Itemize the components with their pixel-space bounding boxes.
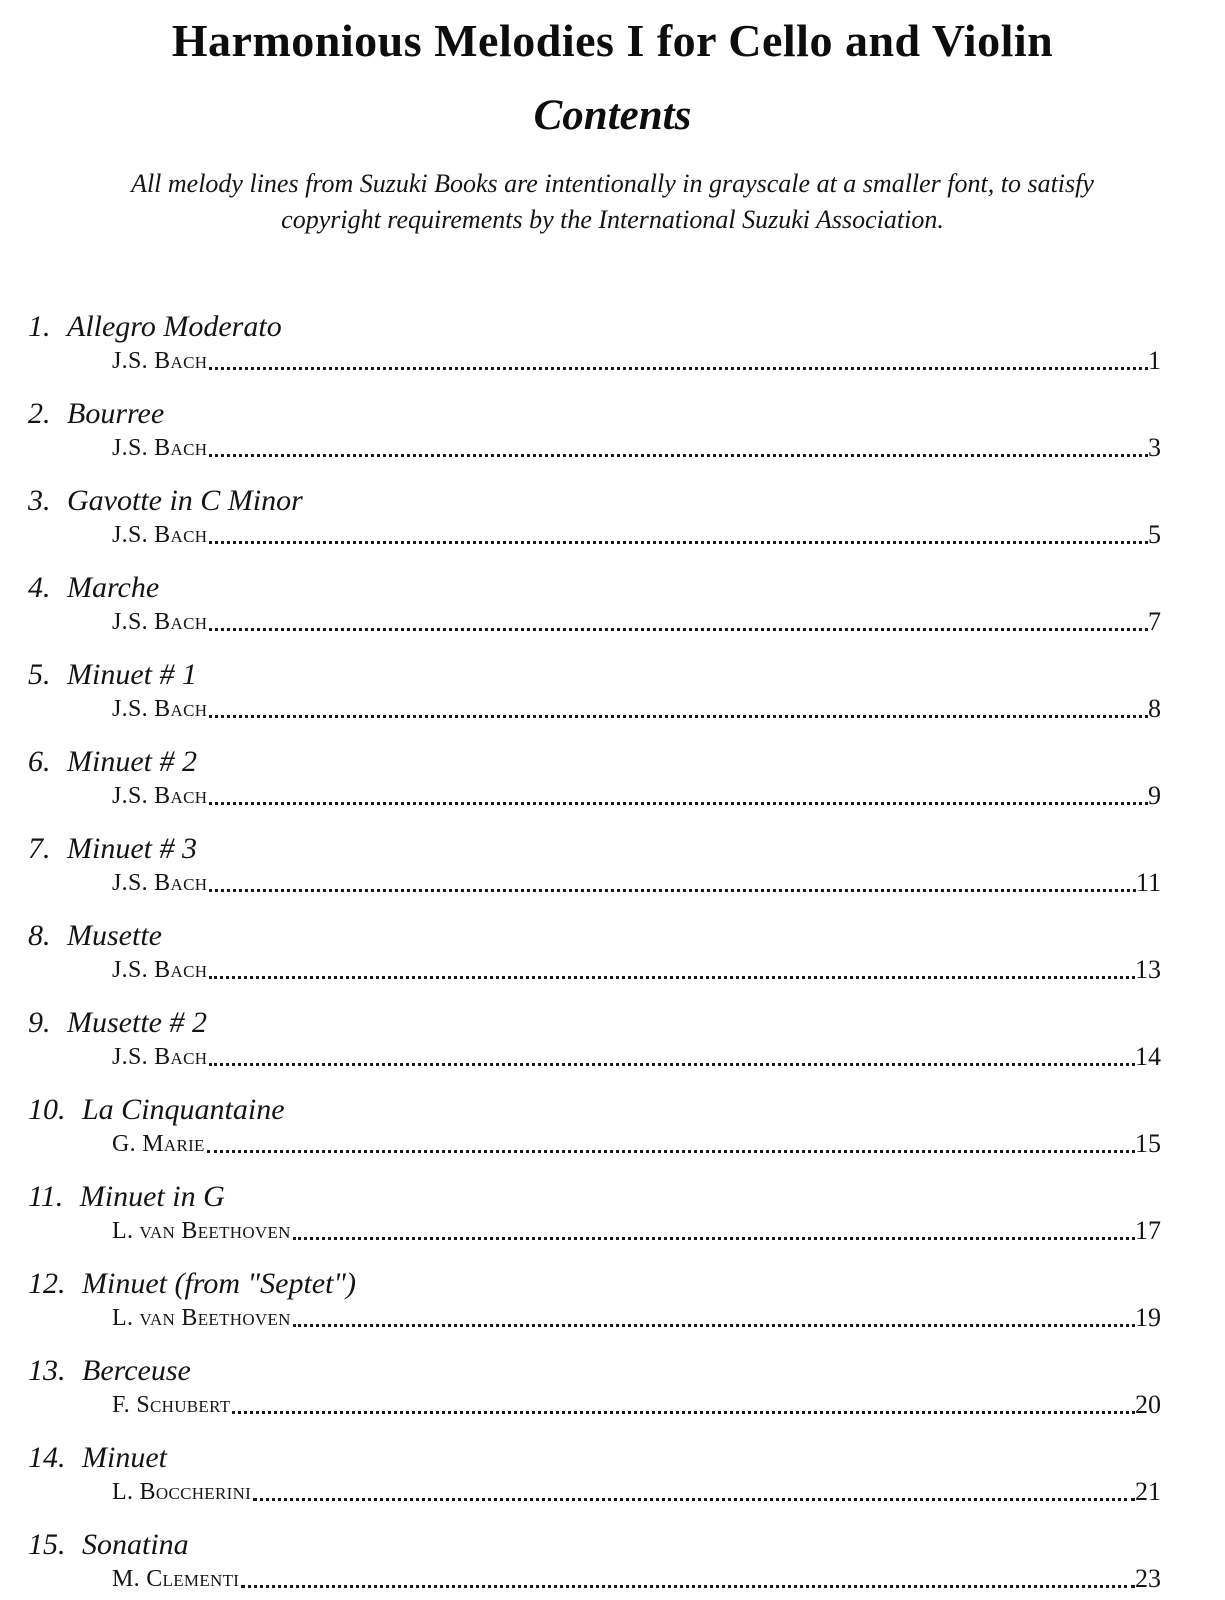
toc-entry-piece-title: Marche	[67, 571, 160, 604]
copyright-notice-line-1: All melody lines from Suzuki Books are intentionally in grayscale at a smaller font, to satisfy	[131, 169, 1094, 198]
toc-entry-composer: J.S. Bach	[112, 957, 208, 983]
toc-entry	[28, 1439, 1161, 1507]
toc-entry	[28, 1178, 1161, 1246]
toc-entry-number: 3.	[28, 484, 58, 517]
copyright-notice-line-2: copyright requirements by the International Suzuki Association.	[281, 205, 944, 234]
toc-entry-piece-title: Allegro Moderato	[67, 310, 282, 343]
dot-leader	[209, 802, 1148, 805]
toc-entry-title-line	[28, 569, 1161, 607]
toc-entry-composer-row	[28, 1564, 1161, 1594]
dot-leader	[209, 367, 1148, 370]
toc-entry-number: 11.	[28, 1180, 71, 1213]
toc-entry-number: 10.	[28, 1093, 73, 1126]
dot-leader	[207, 1150, 1135, 1153]
toc-entry-composer: F. Schubert	[112, 1392, 231, 1418]
toc-entry-page-number: 14	[1135, 1042, 1161, 1071]
toc-entry	[28, 308, 1161, 376]
toc-entry-composer-row	[28, 433, 1161, 463]
toc-entry-number: 5.	[28, 658, 58, 691]
toc-entry	[28, 1352, 1161, 1420]
toc-entry-page-number: 20	[1135, 1390, 1161, 1419]
toc-entry-title-line	[28, 1265, 1161, 1303]
toc-entry-piece-title: Minuet	[82, 1441, 167, 1474]
toc-entry	[28, 743, 1161, 811]
toc-entry-composer: G. Marie	[112, 1131, 205, 1157]
toc-entry-title-line	[28, 1178, 1161, 1216]
toc-entry	[28, 569, 1161, 637]
toc-entry	[28, 395, 1161, 463]
toc-entry-title-line	[28, 482, 1161, 520]
toc-entry-title-line	[28, 1004, 1161, 1042]
toc-entry	[28, 830, 1161, 898]
toc-entry-number: 6.	[28, 745, 58, 778]
toc-entry-composer: J.S. Bach	[112, 609, 208, 635]
toc-entry-composer: J.S. Bach	[112, 1044, 208, 1070]
toc-entry-composer: J.S. Bach	[112, 522, 208, 548]
contents-heading: Contents	[533, 92, 692, 139]
toc-entry-composer-row	[28, 346, 1161, 376]
toc-entry-piece-title: Minuet # 1	[67, 658, 197, 691]
toc-entry-number: 13.	[28, 1354, 73, 1387]
toc-entry	[28, 1526, 1161, 1594]
toc-entry-title-line	[28, 830, 1161, 868]
toc-entry-title-line	[28, 917, 1161, 955]
toc-entry-page-number: 17	[1135, 1216, 1161, 1245]
toc-entry-page-number: 23	[1135, 1564, 1161, 1593]
dot-leader	[209, 628, 1148, 631]
dot-leader	[293, 1324, 1135, 1327]
toc-entry-page-number: 13	[1135, 955, 1161, 984]
toc-entry-title-line	[28, 656, 1161, 694]
toc-entry-composer: J.S. Bach	[112, 435, 208, 461]
toc-entry-composer-row	[28, 1042, 1161, 1072]
toc-entry-title-line	[28, 1439, 1161, 1477]
toc-entry-page-number: 19	[1135, 1303, 1161, 1332]
toc-entry	[28, 1265, 1161, 1333]
toc-entry-composer: M. Clementi	[112, 1566, 240, 1592]
toc-entry-composer: J.S. Bach	[112, 348, 208, 374]
toc-entry-page-number: 15	[1135, 1129, 1161, 1158]
toc-entry-number: 8.	[28, 919, 58, 952]
toc-entry-piece-title: Sonatina	[82, 1528, 189, 1561]
toc-entry-title-line	[28, 1352, 1161, 1390]
toc-entry-title-line	[28, 743, 1161, 781]
toc-entry-piece-title: Bourree	[67, 397, 165, 430]
toc-entry-number: 1.	[28, 310, 58, 343]
toc-entry-composer-row	[28, 1477, 1161, 1507]
dot-leader	[293, 1237, 1135, 1240]
dot-leader	[232, 1411, 1135, 1414]
toc-entry-page-number: 21	[1135, 1477, 1161, 1506]
toc-entry-title-line	[28, 308, 1161, 346]
toc-entry-piece-title: Gavotte in C Minor	[67, 484, 303, 517]
toc-entry-composer-row	[28, 781, 1161, 811]
toc-list	[0, 308, 1225, 1594]
toc-entry-piece-title: La Cinquantaine	[82, 1093, 285, 1126]
toc-entry-piece-title: Musette	[67, 919, 162, 952]
toc-entry-number: 9.	[28, 1006, 58, 1039]
toc-entry-piece-title: Musette # 2	[67, 1006, 207, 1039]
toc-entry-number: 7.	[28, 832, 58, 865]
toc-entry-title-line	[28, 1091, 1161, 1129]
toc-entry-composer-row	[28, 607, 1161, 637]
toc-entry	[28, 1004, 1161, 1072]
toc-entry-composer-row	[28, 520, 1161, 550]
toc-entry-composer-row	[28, 1303, 1161, 1333]
toc-entry-composer: J.S. Bach	[112, 696, 208, 722]
toc-entry-piece-title: Minuet (from "Septet")	[82, 1267, 357, 1300]
toc-entry	[28, 482, 1161, 550]
toc-entry-page-number: 8	[1148, 694, 1161, 723]
toc-entry-title-line	[28, 395, 1161, 433]
toc-entry	[28, 656, 1161, 724]
toc-entry-number: 12.	[28, 1267, 73, 1300]
dot-leader	[209, 1063, 1135, 1066]
toc-entry-piece-title: Minuet # 3	[67, 832, 197, 865]
toc-entry-composer-row	[28, 1129, 1161, 1159]
dot-leader	[209, 541, 1148, 544]
dot-leader	[253, 1498, 1135, 1501]
toc-entry-composer-row	[28, 955, 1161, 985]
toc-entry	[28, 917, 1161, 985]
dot-leader	[209, 889, 1136, 892]
toc-entry-page-number: 3	[1148, 433, 1161, 462]
copyright-notice	[53, 166, 1173, 238]
dot-leader	[209, 454, 1148, 457]
toc-entry-page-number: 1	[1148, 346, 1161, 375]
toc-entry	[28, 1091, 1161, 1159]
toc-entry-composer-row	[28, 1390, 1161, 1420]
toc-entry-page-number: 11	[1135, 868, 1161, 897]
toc-entry-number: 15.	[28, 1528, 73, 1561]
toc-entry-page-number: 7	[1148, 607, 1161, 636]
toc-entry-composer-row	[28, 1216, 1161, 1246]
toc-entry-composer: L. Boccherini	[112, 1479, 252, 1505]
toc-entry-page-number: 5	[1148, 520, 1161, 549]
toc-entry-composer: L. van Beethoven	[112, 1305, 291, 1331]
toc-entry-page-number: 9	[1148, 781, 1161, 810]
dot-leader	[209, 715, 1148, 718]
book-title: Harmonious Melodies I for Cello and Violin	[171, 15, 1054, 66]
toc-entry-number: 14.	[28, 1441, 73, 1474]
toc-entry-composer-row	[28, 694, 1161, 724]
toc-entry-number: 4.	[28, 571, 58, 604]
toc-entry-piece-title: Minuet in G	[79, 1180, 225, 1213]
toc-entry-number: 2.	[28, 397, 58, 430]
toc-entry-composer: L. van Beethoven	[112, 1218, 291, 1244]
toc-entry-piece-title: Berceuse	[82, 1354, 191, 1387]
dot-leader	[209, 976, 1135, 979]
toc-entry-composer-row	[28, 868, 1161, 898]
dot-leader	[241, 1585, 1135, 1588]
toc-entry-title-line	[28, 1526, 1161, 1564]
toc-entry-piece-title: Minuet # 2	[67, 745, 197, 778]
toc-entry-composer: J.S. Bach	[112, 870, 208, 896]
toc-entry-composer: J.S. Bach	[112, 783, 208, 809]
